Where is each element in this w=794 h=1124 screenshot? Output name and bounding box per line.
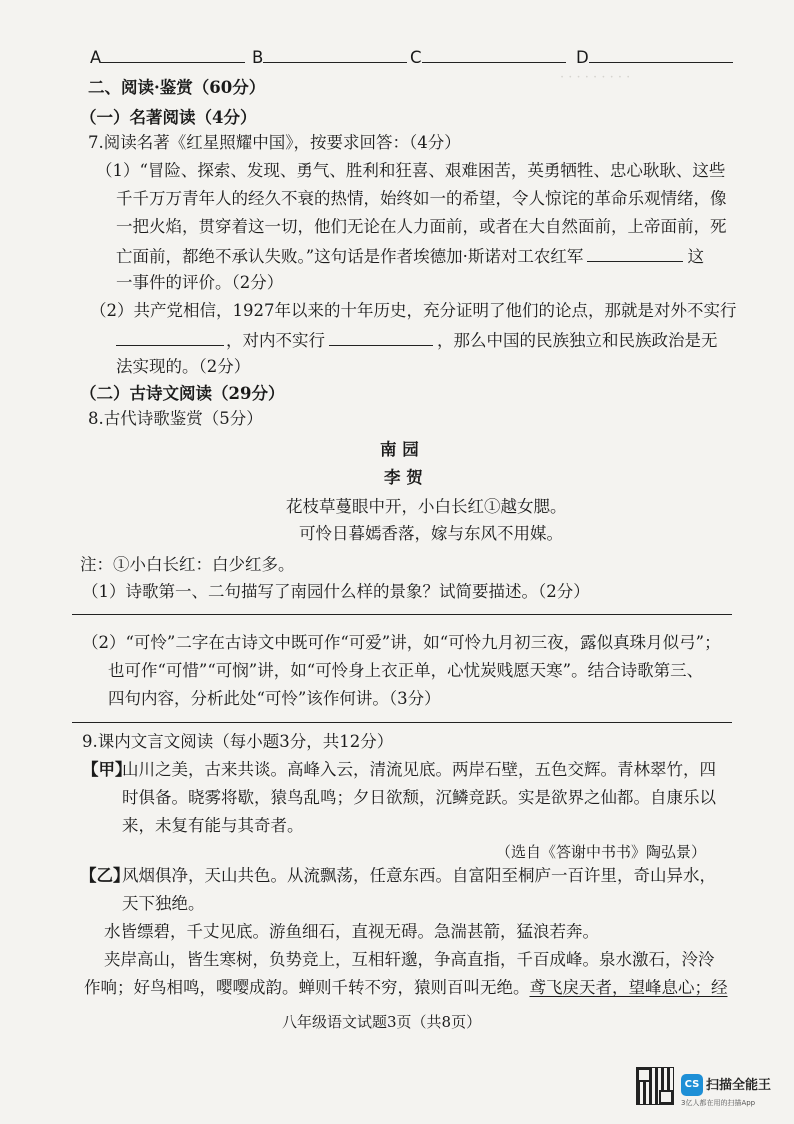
jia-line2: 时俱备。晓雾将歇，猿鸟乱鸣；夕日欲颓，沉鳞竞跃。实是欲界之仙都。自康乐以: [122, 788, 716, 807]
answer-blank[interactable]: [329, 329, 433, 346]
qr-code-icon: [637, 1068, 673, 1104]
poem-author: 李 贺: [384, 468, 423, 487]
page-footer: 八年级语文试题3页（共8页）: [282, 1013, 482, 1031]
blank-b[interactable]: B: [252, 46, 407, 68]
jia-source: （选自《答谢中书书》陶弘景）: [496, 843, 707, 861]
poem-line-1: 花枝草蔓眼中开，小白长红①越女腮。: [286, 497, 567, 516]
q7-s1-line4: 亡面前，都绝不承认失败。”这句话是作者埃德加·斯诺对工农红军 这: [116, 247, 704, 266]
camscanner-logo-icon: CS: [681, 1074, 703, 1096]
q8-sub2-line2: 也可作“可惜”“可悯”讲，如“可怜身上衣正单，心忧炭贱愿天寒”。结合诗歌第三、: [108, 661, 704, 680]
yi-line2: 天下独绝。: [122, 894, 205, 913]
scanner-brand: 扫描全能王: [706, 1078, 772, 1093]
poem-note: 注：①小白长红：白少红多。: [80, 555, 295, 574]
q7-s1-line1: （1）“冒险、探索、发现、勇气、胜利和狂喜、艰难困苦，英勇牺牲、忠心耿耿、这些: [96, 161, 726, 180]
q7-s1-line5: 一事件的评价。（2分）: [116, 273, 284, 292]
q7-stem: 7.阅读名著《红星照耀中国》，按要求回答：（4分）: [88, 133, 461, 152]
yi-line3: 水皆缥碧，千丈见底。游鱼细石，直视无碍。急湍甚箭，猛浪若奔。: [104, 922, 599, 941]
part1-title: （一）名著阅读（4分）: [80, 108, 257, 127]
section-title: 二、阅读·鉴赏（60分）: [88, 78, 266, 97]
blank-c[interactable]: C: [410, 46, 566, 68]
q7-s2-line2: ，对内不实行 ，那么中国的民族独立和民族政治是无: [116, 329, 718, 351]
answer-blank[interactable]: [587, 245, 683, 262]
q7-s1-line3: 一把火焰，贯穿着这一切，他们无论在人力面前，或者在大自然面前，上帝面前，死: [116, 217, 727, 236]
yi-tag: 【乙】: [80, 866, 130, 885]
part2-title: （二）古诗文阅读（29分）: [80, 384, 285, 403]
jia-line1: 山川之美，古来共谈。高峰入云，清流见底。两岸石壁，五色交辉。青林翠竹，四: [122, 760, 716, 779]
poem-line-2: 可怜日暮嫣香落，嫁与东风不用媒。: [299, 524, 563, 543]
yi-line4: 夹岸高山，皆生寒树，负势竞上，互相轩邈，争高直指，千百成峰。泉水激石，泠泠: [104, 950, 715, 969]
answer-line[interactable]: [72, 722, 732, 723]
q7-s1-line2: 千千万万青年人的经久不衰的热情，始终如一的希望，令人惊诧的革命乐观情绪，像: [116, 189, 727, 208]
blank-d[interactable]: D: [576, 46, 733, 68]
q8-sub2-line3: 四句内容，分析此处“可怜”该作何讲。（3分）: [108, 689, 441, 708]
jia-line3: 来，未复有能与其奇者。: [122, 816, 304, 835]
q9-stem: 9.课内文言文阅读（每小题3分，共12分）: [82, 732, 394, 751]
yi-line5: 作响；好鸟相鸣，嘤嘤成韵。蝉则千转不穷，猿则百叫无绝。鸢飞戾天者，望峰息心；经: [84, 978, 728, 997]
underlined-sentence: 鸢飞戾天者，望峰息心；经: [529, 978, 728, 997]
q7-s2-line1: （2）共产党相信，1927年以来的十年历史，充分证明了他们的论点，那就是对外不实行: [90, 301, 737, 320]
q7-s2-line3: 法实现的。（2分）: [116, 357, 251, 376]
yi-line1: 风烟俱净，天山共色。从流飘荡，任意东西。自富阳至桐庐一百许里，奇山异水，: [122, 866, 716, 885]
q8-sub1: （1）诗歌第一、二句描写了南园什么样的景象？试简要描述。（2分）: [82, 582, 590, 601]
scanner-tagline: 3亿人都在用的扫描App: [681, 1099, 756, 1107]
q8-stem: 8.古代诗歌鉴赏（5分）: [88, 409, 263, 428]
jia-tag: 【甲】: [82, 760, 132, 779]
q8-sub2-line1: （2）“可怜”二字在古诗文中既可作“可爱”讲，如“可怜九月初三夜，露似真珠月似弓”；: [82, 633, 721, 652]
answer-line[interactable]: [72, 614, 732, 615]
poem-title: 南 园: [380, 440, 419, 459]
blank-a[interactable]: A: [90, 46, 245, 68]
answer-blank[interactable]: [116, 329, 224, 346]
bleed-through: · · · · · · · · ·: [560, 70, 631, 85]
